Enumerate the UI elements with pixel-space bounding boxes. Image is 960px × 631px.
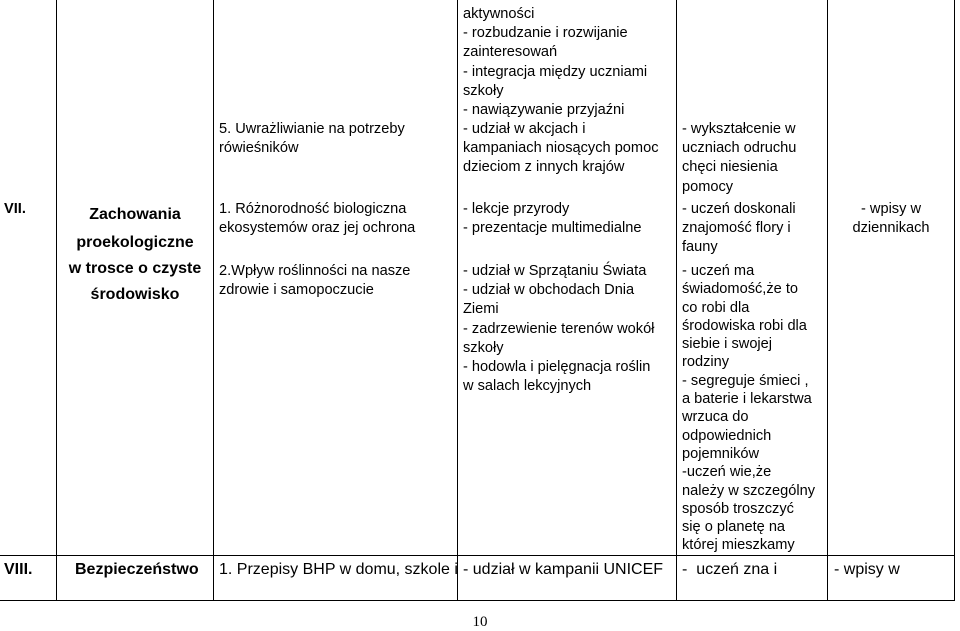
topic-viii-cell: 1. Przepisy BHP w domu, szkole i	[219, 561, 458, 578]
section-number-viii: VIII.	[4, 561, 33, 578]
grid-line	[954, 0, 955, 600]
grid-line	[213, 0, 214, 600]
topic-vii-2-cell: 2.Wpływ roślinności na nasze zdrowie i samopoczucie	[219, 263, 411, 299]
effects-vii-2-cell: - uczeń ma świadomość,że to co robi dla środowiska robi dla siebie i swojej rodziny - segreguje śmieci , a baterie i lekarstwa wrzuca do odpowiednich pojemników -uczeń wie,że należy w szczególny sposób troszczyć się o planetę na której mieszkamy	[682, 263, 816, 554]
evaluation-viii-cell: - wpisy w	[834, 561, 900, 578]
grid-line	[457, 0, 458, 600]
section-number-vii: VII.	[4, 201, 26, 217]
topic-vii-1-cell: 1. Różnorodność biologiczna ekosystemów oraz jej ochrona	[219, 201, 416, 237]
activities-viii-cell: - udział w kampanii UNICEF	[463, 561, 664, 578]
grid-line	[676, 0, 677, 600]
activities-vii-1-cell: - lekcje przyrody - prezentacje multimedialne	[463, 201, 642, 237]
area-vii-cell: Zachowania proekologiczne w trosce o czyste środowisko	[68, 206, 202, 303]
effects-viii-cell: - uczeń zna i	[682, 561, 778, 578]
row-divider	[0, 555, 955, 556]
grid-line	[827, 0, 828, 600]
evaluation-vii-cell: - wpisy w dziennikach	[852, 201, 930, 237]
topic-5-cell: 5. Uwrażliwianie na potrzeby rówieśników	[219, 121, 405, 157]
table-bottom-line	[0, 600, 955, 601]
effects-5-cell: - wykształcenie w uczniach odruchu chęci niesienia pomocy	[682, 121, 797, 195]
area-viii-cell: Bezpieczeństwo	[75, 561, 199, 578]
page-number: 10	[472, 614, 488, 630]
prev-activities-cell: aktywności - rozbudzanie i rozwijanie zainteresowań - integracja między uczniami szkoły - nawiązywanie przyjaźni	[463, 6, 648, 119]
effects-vii-1-cell: - uczeń doskonali znajomość flory i fauny	[682, 201, 796, 256]
activities-vii-2-cell: - udział w Sprzątaniu Świata - udział w obchodach Dnia Ziemi - zadrzewienie terenów wokół szkoły - hodowla i pielęgnacja roślin w salach lekcyjnych	[463, 263, 655, 395]
activities-5-cell: - udział w akcjach i kampaniach niosących pomoc dzieciom z innych krajów	[463, 121, 659, 176]
